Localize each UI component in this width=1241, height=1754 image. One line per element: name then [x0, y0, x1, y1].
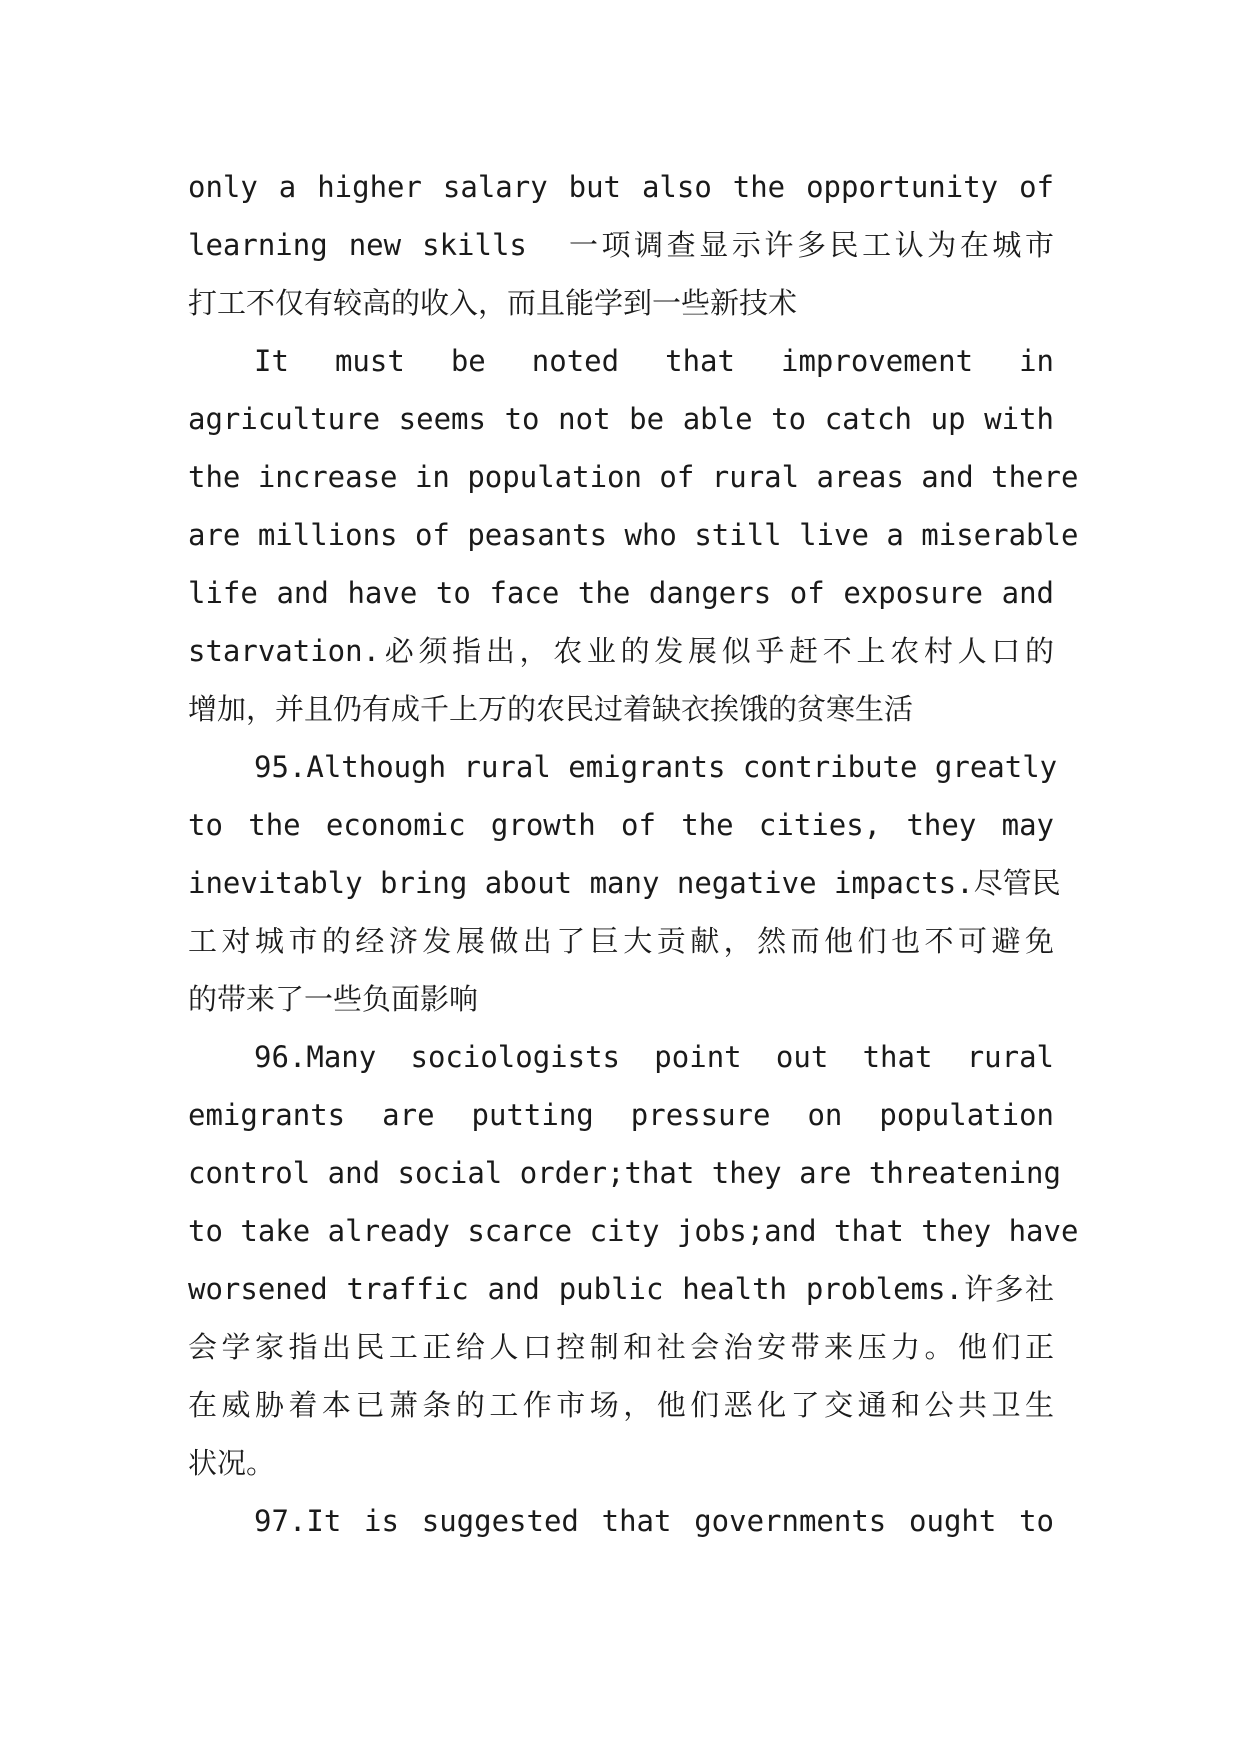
text-line: 的带来了一些负面影响 — [188, 982, 479, 1016]
text-line: 会学家指出民工正给人口控制和社会治安带来压力。他们正 — [188, 1330, 1054, 1364]
text-line: emigrants are putting pressure on population — [188, 1098, 1054, 1132]
text-line: life and have to face the dangers of exposure and — [188, 576, 1054, 610]
text-line: 95.Although rural emigrants contribute greatly — [254, 750, 1058, 784]
text-line: 97.It is suggested that governments ought to — [254, 1504, 1054, 1538]
text-line: agriculture seems to not be able to catch up with — [188, 402, 1054, 436]
text-line: worsened traffic and public health problems.许多社 — [188, 1272, 1054, 1306]
text-line: starvation.必须指出，农业的发展似乎赶不上农村人口的 — [188, 634, 1054, 668]
text-line: the increase in population of rural areas and there — [188, 460, 1079, 494]
text-line: 工对城市的经济发展做出了巨大贡献，然而他们也不可避免 — [188, 924, 1054, 958]
text-line: 状况。 — [188, 1446, 276, 1480]
text-line: 打工不仅有较高的收入，而且能学到一些新技术 — [188, 286, 798, 320]
text-line: control and social order;that they are threatening — [188, 1156, 1061, 1190]
text-line: learning new skills 一项调查显示许多民工认为在城市 — [188, 228, 1054, 262]
text-line: inevitably bring about many negative impacts.尽管民 — [188, 866, 1061, 900]
text-line: to take already scarce city jobs;and that they have — [188, 1214, 1079, 1248]
text-line: 增加，并且仍有成千上万的农民过着缺衣挨饿的贫寒生活 — [188, 692, 914, 726]
text-line: are millions of peasants who still live a miserable — [188, 518, 1079, 552]
text-line: only a higher salary but also the opportunity of — [188, 170, 1054, 204]
text-line: It must be noted that improvement in — [254, 344, 1054, 378]
text-line: to the economic growth of the cities, they may — [188, 808, 1054, 842]
text-line: 96.Many sociologists point out that rural — [254, 1040, 1054, 1074]
text-line: 在威胁着本已萧条的工作市场，他们恶化了交通和公共卫生 — [188, 1388, 1054, 1422]
